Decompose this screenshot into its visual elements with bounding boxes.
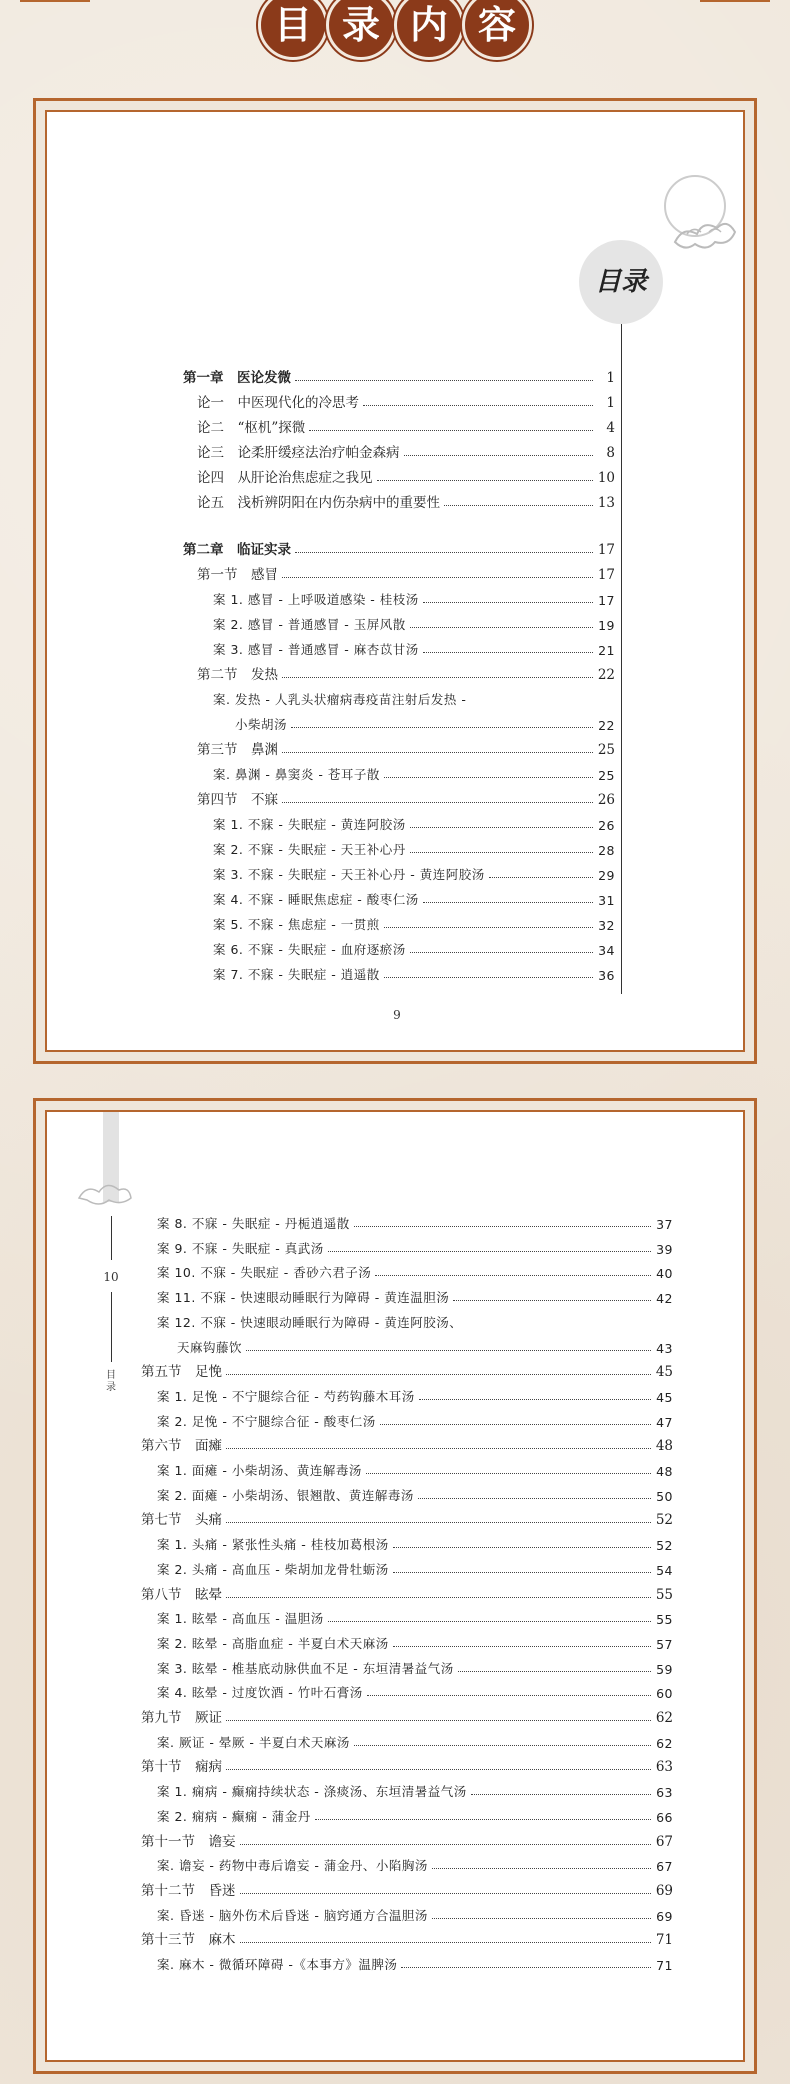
toc-section[interactable]: 第十节 痫病 63 (141, 1759, 673, 1775)
toc-case[interactable]: 案. 谵妄 - 药物中毒后谵妄 - 蒲金丹、小陷胸汤 67 (157, 1858, 673, 1874)
toc-page-9 (33, 98, 757, 1064)
toc-case[interactable]: 案. 厥证 - 晕厥 - 半夏白术天麻汤 62 (157, 1735, 673, 1751)
toc-case[interactable]: 案 2. 不寐 - 失眠症 - 天王补心丹 28 (213, 842, 615, 858)
banner-char: 目 (258, 0, 328, 60)
toc-case[interactable]: 案 11. 不寐 - 快速眼动睡眠行为障碍 - 黄连温胆汤 42 (157, 1290, 673, 1306)
toc-case[interactable]: 案 1. 不寐 - 失眠症 - 黄连阿胶汤 26 (213, 817, 615, 833)
toc-section[interactable]: 第三节 鼻渊 25 (197, 742, 615, 758)
toc-section[interactable]: 第四节 不寐 26 (197, 792, 615, 808)
toc-case[interactable]: 案 2. 头痛 - 高血压 - 柴胡加龙骨牡蛎汤 54 (157, 1562, 673, 1578)
toc-section[interactable]: 第一节 感冒 17 (197, 567, 615, 583)
banner-char: 内 (394, 0, 464, 60)
page-number: 9 (393, 1008, 401, 1022)
toc-section[interactable]: 第十三节 麻木 71 (141, 1932, 673, 1948)
toc-case[interactable]: 案 1. 头痛 - 紧张性头痛 - 桂枝加葛根汤 52 (157, 1537, 673, 1553)
banner-char: 容 (462, 0, 532, 60)
toc-case-cont[interactable]: 小柴胡汤 22 (235, 717, 615, 733)
toc-section[interactable]: 第六节 面瘫 48 (141, 1438, 673, 1454)
toc-section[interactable]: 第十一节 谵妄 67 (141, 1834, 673, 1850)
toc-case[interactable]: 案 4. 不寐 - 睡眠焦虑症 - 酸枣仁汤 31 (213, 892, 615, 908)
cloud-ornament-icon (75, 1172, 135, 1212)
cloud-ornament-icon (647, 172, 747, 282)
side-line (111, 1216, 112, 1260)
toc-section[interactable]: 第七节 头痛 52 (141, 1512, 673, 1528)
toc-case[interactable]: 案 5. 不寐 - 焦虑症 - 一贯煎 32 (213, 917, 615, 933)
toc-entry[interactable]: 论四 从肝论治焦虑症之我见 10 (197, 470, 615, 486)
toc-chapter[interactable]: 第一章 医论发微 1 (183, 370, 615, 386)
toc-entry[interactable]: 论一 中医现代化的冷思考 1 (197, 395, 615, 411)
toc-case[interactable]: 案 1. 感冒 - 上呼吸道感染 - 桂枝汤 17 (213, 592, 615, 608)
toc-case[interactable]: 案 3. 感冒 - 普通感冒 - 麻杏苡甘汤 21 (213, 642, 615, 658)
toc-section[interactable]: 第九节 厥证 62 (141, 1710, 673, 1726)
toc-case[interactable]: 案 2. 面瘫 - 小柴胡汤、银翘散、黄连解毒汤 50 (157, 1488, 673, 1504)
toc-case[interactable]: 案. 昏迷 - 脑外伤术后昏迷 - 脑窍通方合温胆汤 69 (157, 1908, 673, 1924)
toc-case[interactable]: 案 3. 眩晕 - 椎基底动脉供血不足 - 东垣清暑益气汤 59 (157, 1661, 673, 1677)
toc-case[interactable]: 案 12. 不寐 - 快速眼动睡眠行为障碍 - 黄连阿胶汤、 (157, 1315, 463, 1330)
toc-case[interactable]: 案 7. 不寐 - 失眠症 - 逍遥散 36 (213, 967, 615, 983)
toc-case[interactable]: 案. 鼻渊 - 鼻窦炎 - 苍耳子散 25 (213, 767, 615, 783)
side-label: 目录 (106, 1370, 116, 1393)
page-paper (45, 1110, 745, 2062)
toc-case[interactable]: 案 2. 足悗 - 不宁腿综合征 - 酸枣仁汤 47 (157, 1414, 673, 1430)
side-line (111, 1292, 112, 1362)
banner-char: 录 (326, 0, 396, 60)
toc-section[interactable]: 第十二节 昏迷 69 (141, 1883, 673, 1899)
toc-case[interactable]: 案 2. 感冒 - 普通感冒 - 玉屏风散 19 (213, 617, 615, 633)
toc-case[interactable]: 案 2. 眩晕 - 高脂血症 - 半夏白术天麻汤 57 (157, 1636, 673, 1652)
toc-entry[interactable]: 论五 浅析辨阴阳在内伤杂病中的重要性 13 (197, 495, 615, 511)
toc-case[interactable]: 案 1. 眩晕 - 高血压 - 温胆汤 55 (157, 1611, 673, 1627)
toc-section[interactable]: 第八节 眩晕 55 (141, 1587, 673, 1603)
toc-case-cont[interactable]: 天麻钩藤饮 43 (177, 1340, 673, 1356)
toc-case[interactable]: 案 2. 痫病 - 癫痫 - 蒲金丹 66 (157, 1809, 673, 1825)
toc-case[interactable]: 案. 麻木 - 微循环障碍 -《本事方》温脾汤 71 (157, 1957, 673, 1973)
page-number: 10 (103, 1270, 119, 1284)
toc-entry[interactable]: 论三 论柔肝缓痉法治疗帕金森病 8 (197, 445, 615, 461)
toc-case[interactable]: 案 1. 痫病 - 癫痫持续状态 - 涤痰汤、东垣清暑益气汤 63 (157, 1784, 673, 1800)
toc-badge: 目录 (579, 240, 663, 324)
toc-entry[interactable]: 论二 “枢机”探微 4 (197, 420, 615, 436)
toc-case[interactable]: 案. 发热 - 人乳头状瘤病毒疫苗注射后发热 - (213, 692, 467, 707)
margin-line (621, 324, 622, 994)
toc-case[interactable]: 案 9. 不寐 - 失眠症 - 真武汤 39 (157, 1241, 673, 1257)
toc-page-10 (33, 1098, 757, 2074)
toc-section[interactable]: 第五节 足悗 45 (141, 1364, 673, 1380)
toc-case[interactable]: 案 1. 面瘫 - 小柴胡汤、黄连解毒汤 48 (157, 1463, 673, 1479)
toc-section[interactable]: 第二节 发热 22 (197, 667, 615, 683)
toc-chapter[interactable]: 第二章 临证实录 17 (183, 542, 615, 558)
toc-case[interactable]: 案 4. 眩晕 - 过度饮酒 - 竹叶石膏汤 60 (157, 1685, 673, 1701)
toc-case[interactable]: 案 3. 不寐 - 失眠症 - 天王补心丹 - 黄连阿胶汤 29 (213, 867, 615, 883)
toc-case[interactable]: 案 8. 不寐 - 失眠症 - 丹栀逍遥散 37 (157, 1216, 673, 1232)
title-banner (0, 0, 790, 64)
toc-case[interactable]: 案 1. 足悗 - 不宁腿综合征 - 芍药钩藤木耳汤 45 (157, 1389, 673, 1405)
toc-case[interactable]: 案 6. 不寐 - 失眠症 - 血府逐瘀汤 34 (213, 942, 615, 958)
page-paper (45, 110, 745, 1052)
toc-case[interactable]: 案 10. 不寐 - 失眠症 - 香砂六君子汤 40 (157, 1265, 673, 1281)
